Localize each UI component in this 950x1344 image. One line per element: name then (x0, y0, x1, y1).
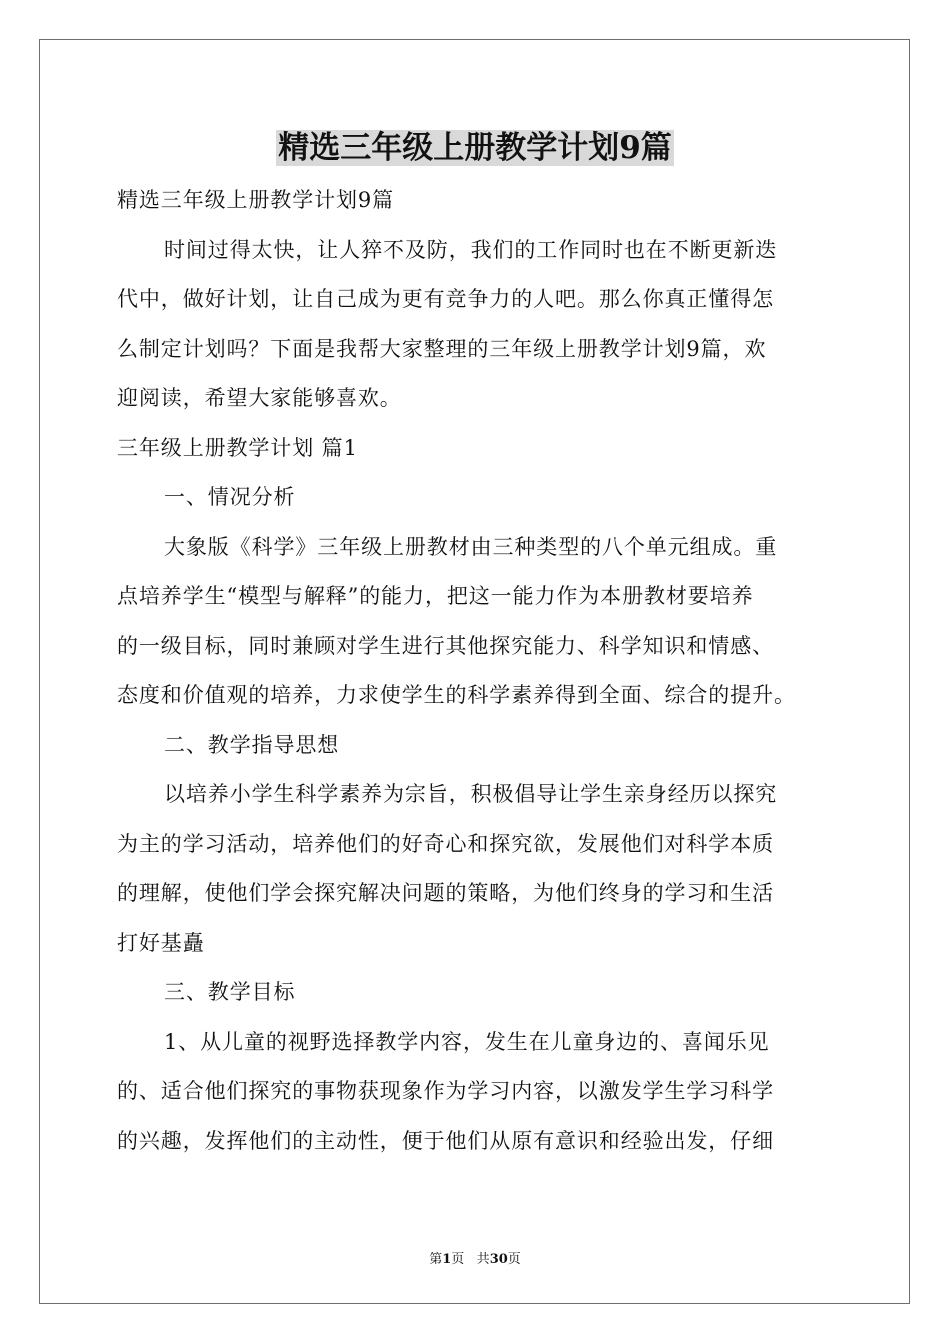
page-footer (0, 1251, 950, 1269)
footer-page-prefix: 第 (429, 1252, 443, 1267)
footer-page-current: 1 (442, 1252, 452, 1267)
text-line: 点培养学生“模型与解释”的能力，把这一能力作为本册教材要培养 (117, 584, 754, 608)
text-line: 的兴趣，发挥他们的主动性，便于他们从原有意识和经验出发，仔细 (117, 1128, 774, 1153)
footer-page-suffix: 页 (451, 1252, 465, 1267)
text-line: 的、适合他们探究的事物获现象作为学习内容，以激发学生学习科学 (117, 1079, 774, 1103)
document-body (117, 176, 847, 1166)
text-line: 精选三年级上册教学计划9篇 (117, 188, 395, 212)
text-line: 么制定计划吗？下面是我帮大家整理的三年级上册教学计划9篇，欢 (117, 336, 767, 361)
document-title (0, 126, 950, 170)
text-line: 打好基矗 (117, 930, 205, 955)
text-line: 的一级目标，同时兼顾对学生进行其他探究能力、科学知识和情感、 (117, 633, 774, 658)
footer-total-suffix: 页 (507, 1252, 521, 1267)
text-line: 代中，做好计划，让自己成为更有竞争力的人吧。那么你真正懂得怎 (117, 287, 774, 311)
text-line: 的理解，使他们学会探究解决问题的策略，为他们终身的学习和生活 (117, 881, 774, 905)
document-title-text: 精选三年级上册教学计划9篇 (278, 130, 672, 166)
text-line: 1、从儿童的视野选择教学内容，发生在儿童身边的、喜闻乐见 (164, 1029, 770, 1054)
text-line: 三、教学目标 (164, 980, 296, 1004)
text-line: 态度和价值观的培养，力求使学生的科学素养得到全面、综合的提升。 (117, 683, 796, 707)
text-line: 迎阅读，希望大家能够喜欢。 (117, 386, 402, 410)
text-line: 为主的学习活动，培养他们的好奇心和探究欲，发展他们对科学本质 (117, 831, 774, 856)
text-line: 大象版《科学》三年级上册教材由三种类型的八个单元组成。重 (164, 534, 778, 559)
text-line: 二、教学指导思想 (164, 732, 340, 757)
footer-total-prefix: 共 (476, 1252, 490, 1267)
text-line: 时间过得太快，让人猝不及防，我们的工作同时也在不断更新迭 (164, 237, 778, 262)
text-line: 以培养小学生科学素养为宗旨，积极倡导让学生亲身经历以探究 (164, 782, 778, 806)
text-line: 三年级上册教学计划 篇1 (117, 435, 358, 460)
text-line: 一、情况分析 (164, 485, 296, 509)
footer-page-total: 30 (489, 1252, 508, 1267)
